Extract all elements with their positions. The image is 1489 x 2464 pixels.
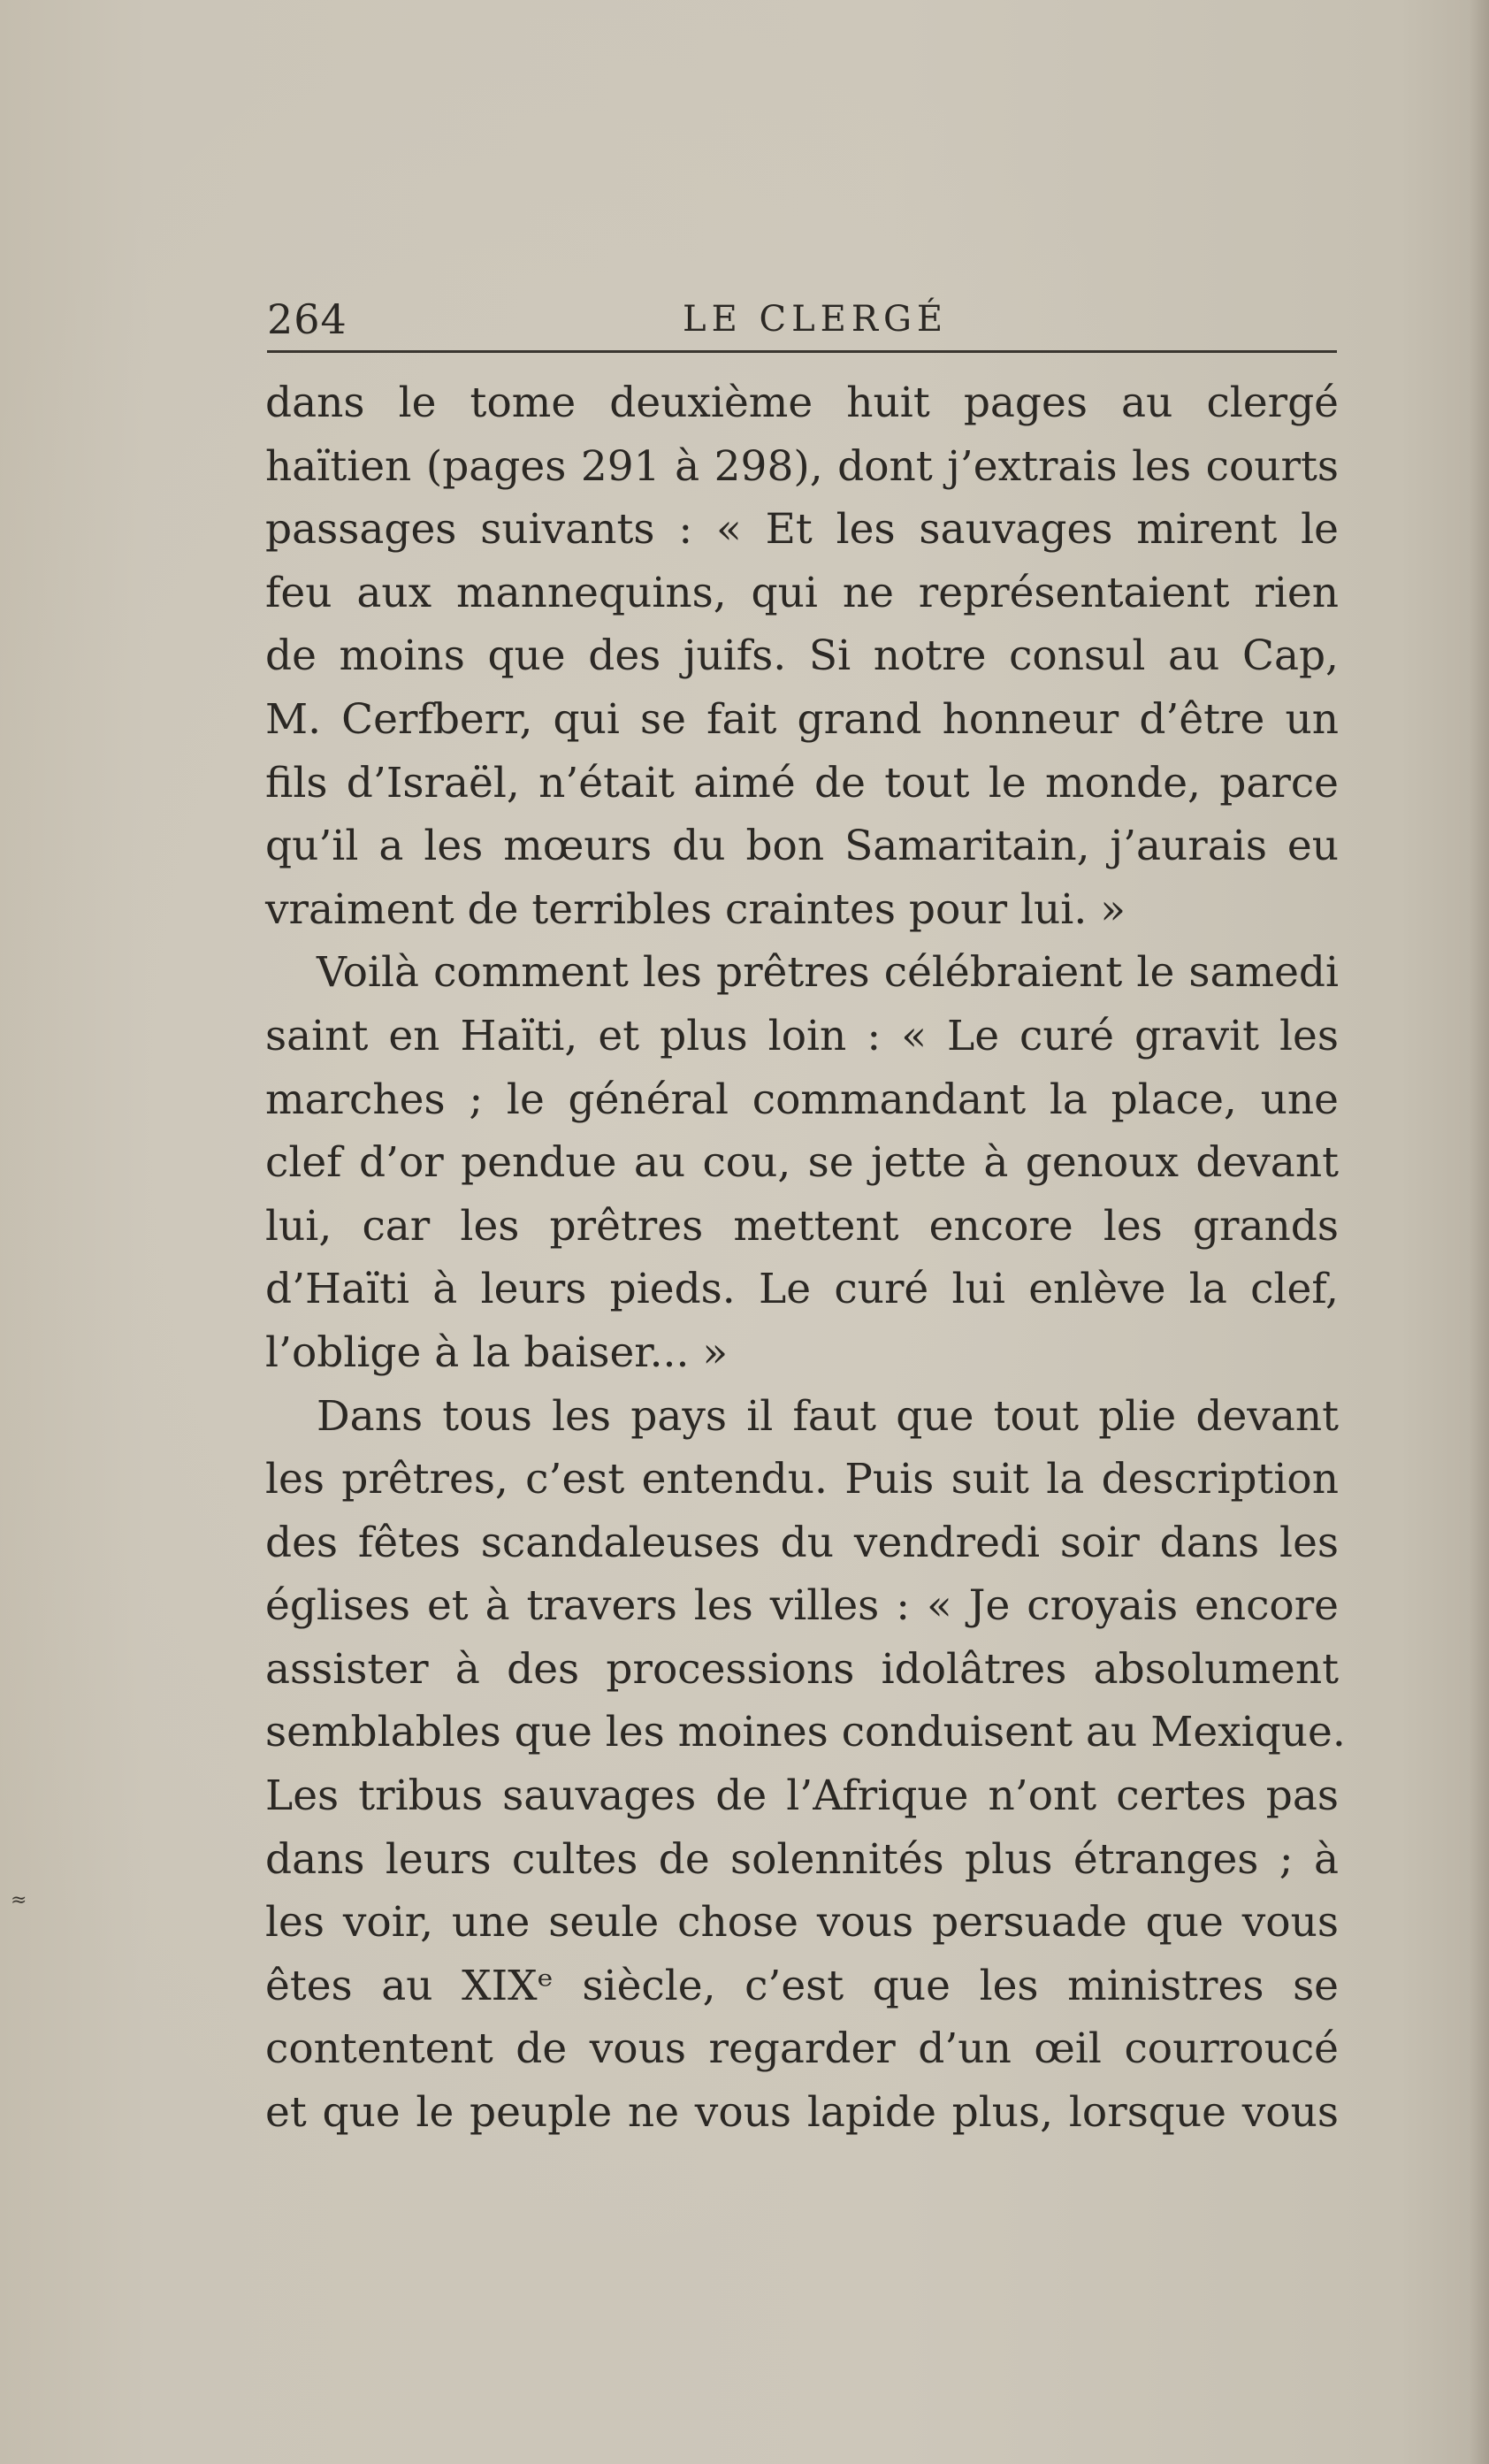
paragraph-first-line: Dans tous les pays il faut que tout plie devant bbox=[317, 1391, 1339, 1441]
text-line: qu’il a les mœurs du bon Samaritain, j’aurais eu bbox=[265, 822, 1339, 871]
margin-mark: ≈ bbox=[11, 1889, 26, 1911]
page-number: 264 bbox=[267, 295, 347, 343]
text-line: feu aux mannequins, qui ne représentaient rien bbox=[265, 568, 1339, 617]
text-line: haïtien (pages 291 à 298), dont j’extrais les courts bbox=[265, 441, 1339, 491]
text-line: et que le peuple ne vous lapide plus, lorsque vous bbox=[265, 2088, 1339, 2138]
text-line: saint en Haïti, et plus loin : « Le curé gravit les bbox=[265, 1011, 1339, 1060]
text-line: Les tribus sauvages de l’Afrique n’ont certes pas bbox=[265, 1771, 1339, 1821]
text-line: les voir, une seule chose vous persuade que vous bbox=[265, 1898, 1339, 1947]
text-line: les prêtres, c’est entendu. Puis suit la description bbox=[265, 1455, 1339, 1504]
text-line: vraiment de terribles craintes pour lui. » bbox=[265, 884, 1126, 934]
running-head-title: LE CLERGÉ bbox=[683, 299, 949, 340]
body-text bbox=[265, 371, 1346, 2145]
text-line: passages suivants : « Et les sauvages mirent le bbox=[265, 505, 1339, 555]
text-line: marches ; le général commandant la place, une bbox=[265, 1075, 1339, 1124]
running-head bbox=[267, 292, 1337, 356]
text-line: d’Haïti à leurs pieds. Le curé lui enlève la clef, bbox=[265, 1265, 1339, 1314]
text-line: assister à des processions idolâtres absolument bbox=[265, 1644, 1339, 1694]
text-line: des fêtes scandaleuses du vendredi soir dans les bbox=[265, 1518, 1339, 1567]
text-line: clef d’or pendue au cou, se jette à genoux devant bbox=[265, 1138, 1339, 1188]
text-line: êtes au XIXᵉ siècle, c’est que les ministres se bbox=[265, 1961, 1339, 2010]
text-line: dans le tome deuxième huit pages au clergé bbox=[265, 379, 1339, 427]
text-line: l’oblige à la baiser... » bbox=[265, 1328, 729, 1377]
text-line: fils d’Israël, n’était aimé de tout le monde, parce bbox=[265, 758, 1339, 807]
page-edge-shadow bbox=[1470, 0, 1489, 2464]
text-line: semblables que les moines conduisent au Mexique. bbox=[265, 1708, 1346, 1757]
text-line: églises et à travers les villes : « Je croyais encore bbox=[265, 1581, 1339, 1631]
text-line: M. Cerfberr, qui se fait grand honneur d’être un bbox=[265, 694, 1339, 744]
text-line: de moins que des juifs. Si notre consul au Cap, bbox=[265, 631, 1339, 681]
text-line: lui, car les prêtres mettent encore les grands bbox=[265, 1201, 1339, 1251]
header-rule bbox=[267, 350, 1337, 353]
paragraph-first-line: Voilà comment les prêtres célébraient le samedi bbox=[317, 948, 1339, 998]
text-line: contentent de vous regarder d’un œil courroucé bbox=[265, 2024, 1339, 2074]
text-line: dans leurs cultes de solennités plus étranges ; à bbox=[265, 1834, 1339, 1884]
